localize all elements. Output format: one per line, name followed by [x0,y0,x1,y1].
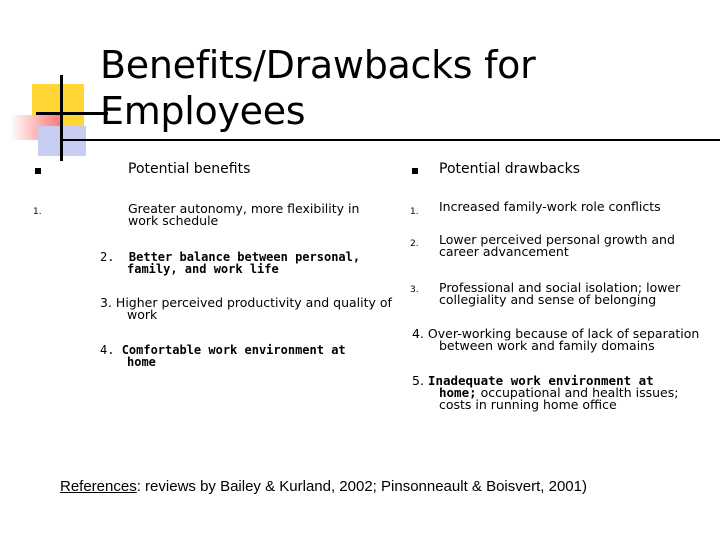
item-line: work schedule [128,213,219,228]
item-line: Better balance between personal, [128,250,361,264]
item-line-bold: home; [439,385,477,400]
square-bullet-icon [412,168,418,174]
title-underline [63,139,720,141]
benefit-item-1 [128,203,359,227]
item-line: Greater autonomy, more flexibility in [128,201,360,216]
item-line: work [127,307,158,322]
drawback-item-2 [439,234,675,258]
item-line: career advancement [439,244,569,259]
item-number: 5. [412,373,424,388]
item-line-rest: occupational and health issues; [476,385,679,400]
decor-horizontal-line [36,112,108,115]
benefit-item-4 [100,344,346,368]
benefits-header: Potential benefits [128,161,251,177]
drawback-item-4 [412,328,699,352]
drawbacks-header: Potential drawbacks [439,161,581,177]
item-number: 3. [410,285,419,295]
item-line: home [127,355,156,369]
item-line: Over-working because of lack of separation [427,326,700,341]
item-line: Inadequate work environment at [427,373,654,388]
item-number: 4. [412,326,424,341]
item-number: 4. [100,343,115,357]
references-line [60,478,587,496]
item-line: Professional and social isolation; lower [439,280,681,295]
item-number: 2. [410,239,419,249]
item-line: between work and family domains [439,338,655,353]
item-line: family, and work life [127,262,279,276]
item-number: 3. [100,295,112,310]
drawback-item-5 [412,375,678,411]
item-line: costs in running home office [439,397,617,412]
item-number: 2. [100,250,115,264]
item-line: Comfortable work environment at [121,343,346,357]
drawback-item-3 [439,282,680,306]
decor-vertical-line [60,75,63,161]
item-line: Lower perceived personal growth and [439,232,675,247]
item-line: Increased family-work role conflicts [439,199,661,214]
item-line: collegiality and sense of belonging [439,292,657,307]
benefit-item-3 [100,297,392,321]
item-line: Higher perceived productivity and quality of [115,295,392,310]
slide-title [100,42,660,134]
benefit-item-2 [100,251,360,275]
title-line-2: Employees [100,89,306,133]
square-bullet-icon [35,168,41,174]
references-label: References [60,478,137,495]
title-line-1: Benefits/Drawbacks for [100,43,536,87]
item-number: 1. [33,207,42,217]
item-number: 1. [410,207,419,217]
references-text: : reviews by Bailey & Kurland, 2002; Pinsonneault & Boisvert, 2001) [136,478,587,495]
drawback-item-1 [439,201,661,213]
